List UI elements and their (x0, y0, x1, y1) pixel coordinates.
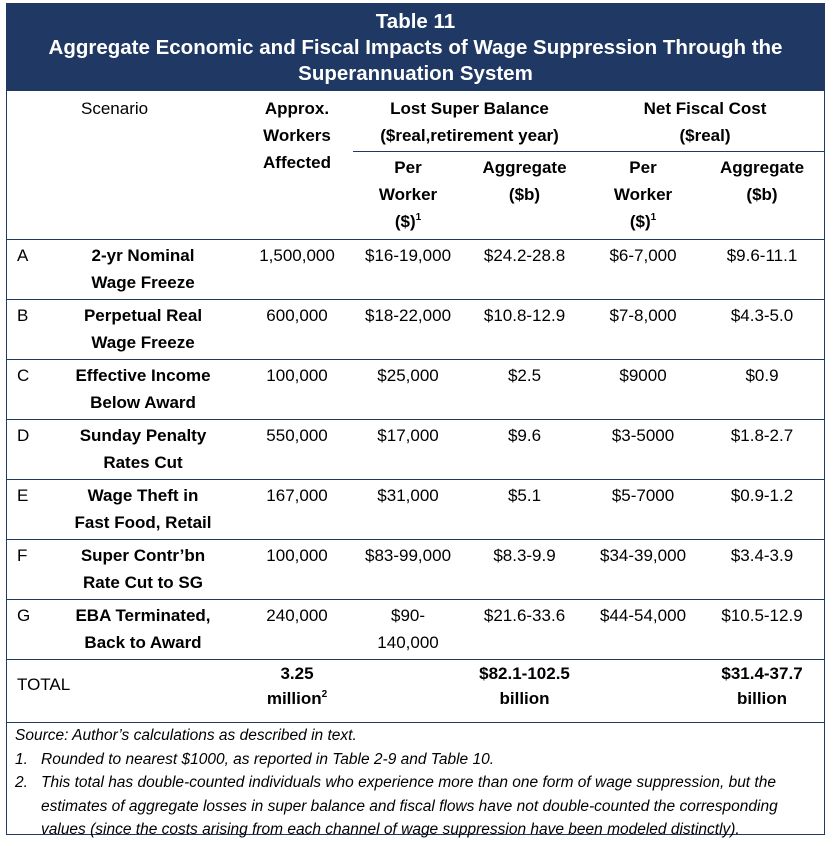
scenario-letter: F (7, 540, 45, 600)
footnote-text: This total has double-counted individuals who experience more than one form of wage suppression, but the estimates of aggregate losses in super balance and fiscal flows have not double-counted the corresponding values (since the costs arising from each channel of wage suppression have been modeled distinctly). (41, 774, 778, 838)
fiscal-aggregate: $0.9-1.2 (700, 480, 824, 540)
super-per-worker: $17,000 (353, 420, 463, 480)
total-workers: 3.25 million$^2$ (241, 660, 353, 723)
footnote-number: 1. (15, 750, 28, 768)
impact-table (7, 91, 824, 722)
scenario-name: Sunday Penalty Rates Cut (45, 420, 241, 480)
table-row (7, 540, 824, 600)
total-fiscal-per-worker (586, 660, 700, 723)
footnote-1-marker: 1 (415, 212, 422, 223)
fiscal-aggregate: $9.6-11.1 (700, 240, 824, 300)
fiscal-per-worker: $44-54,000 (586, 600, 700, 660)
fiscal-aggregate: $10.5-12.9 (700, 600, 824, 660)
super-per-worker: $31,000 (353, 480, 463, 540)
header-fiscal-per-worker: Per Worker ($)$^1$ (613, 158, 673, 231)
table-row (7, 600, 824, 660)
footnote (15, 748, 816, 772)
scenario-letter: D (7, 420, 45, 480)
table-notes (7, 722, 824, 846)
scenario-letter: B (7, 300, 45, 360)
total-row (7, 660, 824, 723)
super-aggregate: $10.8-12.9 (463, 300, 586, 360)
scenario-name: Effective Income Below Award (45, 360, 241, 420)
super-per-worker: $90- 140,000 (353, 600, 463, 660)
header-super-aggregate: Aggregate ($b) (482, 158, 567, 204)
header-net-fiscal-cost: Net Fiscal Cost ($real) (586, 91, 824, 152)
workers-affected: 167,000 (241, 480, 353, 540)
total-label: TOTAL (7, 660, 241, 723)
scenario-letter: G (7, 600, 45, 660)
scenario-name: Super Contr’bn Rate Cut to SG (45, 540, 241, 600)
table-row (7, 480, 824, 540)
workers-affected: 240,000 (241, 600, 353, 660)
workers-affected: 100,000 (241, 360, 353, 420)
super-per-worker: $25,000 (353, 360, 463, 420)
super-aggregate: $5.1 (463, 480, 586, 540)
total-super-aggregate: $82.1-102.5 billion (463, 660, 586, 723)
fiscal-per-worker: $6-7,000 (586, 240, 700, 300)
table-container (6, 3, 825, 838)
table-number: Table 11 (375, 10, 456, 33)
scenario-letter: C (7, 360, 45, 420)
scenario-name: Perpetual Real Wage Freeze (45, 300, 241, 360)
workers-affected: 600,000 (241, 300, 353, 360)
fiscal-aggregate: $4.3-5.0 (700, 300, 824, 360)
scenario-name: 2-yr Nominal Wage Freeze (45, 240, 241, 300)
super-aggregate: $2.5 (463, 360, 586, 420)
super-per-worker: $83-99,000 (353, 540, 463, 600)
fiscal-per-worker: $7-8,000 (586, 300, 700, 360)
table-row (7, 240, 824, 300)
scenario-letter: A (7, 240, 45, 300)
table-title (7, 4, 824, 91)
super-aggregate: $9.6 (463, 420, 586, 480)
workers-affected: 550,000 (241, 420, 353, 480)
table-caption: Aggregate Economic and Fiscal Impacts of Wage Suppression Through the Superannuation System (48, 36, 783, 85)
fiscal-aggregate: $0.9 (700, 360, 824, 420)
scenario-name: Wage Theft in Fast Food, Retail (45, 480, 241, 540)
table-row (7, 420, 824, 480)
footnote (15, 771, 816, 842)
total-super-per-worker (353, 660, 463, 723)
header-lost-super-balance: Lost Super Balance ($real,retirement year) (353, 91, 586, 152)
fiscal-per-worker: $5-7000 (586, 480, 700, 540)
scenario-letter: E (7, 480, 45, 540)
fiscal-aggregate: $1.8-2.7 (700, 420, 824, 480)
super-per-worker: $18-22,000 (353, 300, 463, 360)
footnotes-list (15, 748, 816, 842)
table-row (7, 300, 824, 360)
scenario-rows (7, 240, 824, 660)
super-aggregate: $8.3-9.9 (463, 540, 586, 600)
super-aggregate: $24.2-28.8 (463, 240, 586, 300)
footnote-2-marker: 2 (321, 689, 328, 700)
fiscal-per-worker: $3-5000 (586, 420, 700, 480)
super-aggregate: $21.6-33.6 (463, 600, 586, 660)
total-fiscal-aggregate: $31.4-37.7 billion (700, 660, 824, 723)
source-note: Source: Author’s calculations as described in text. (15, 727, 357, 744)
header-workers-affected: Approx. Workers Affected (263, 99, 332, 172)
workers-affected: 100,000 (241, 540, 353, 600)
super-per-worker: $16-19,000 (353, 240, 463, 300)
footnote-1-marker: 1 (650, 212, 657, 223)
fiscal-aggregate: $3.4-3.9 (700, 540, 824, 600)
workers-affected: 1,500,000 (241, 240, 353, 300)
footnote-text: Rounded to nearest $1000, as reported in Table 2-9 and Table 10. (41, 750, 494, 768)
header-scenario: Scenario (81, 99, 149, 118)
fiscal-per-worker: $9000 (586, 360, 700, 420)
scenario-name: EBA Terminated, Back to Award (45, 600, 241, 660)
header-fiscal-aggregate: Aggregate ($b) (719, 158, 805, 204)
fiscal-per-worker: $34-39,000 (586, 540, 700, 600)
header-row-1 (7, 91, 824, 152)
table-row (7, 360, 824, 420)
header-super-per-worker: Per Worker ($)$^1$ (378, 158, 438, 231)
footnote-number: 2. (15, 774, 28, 791)
